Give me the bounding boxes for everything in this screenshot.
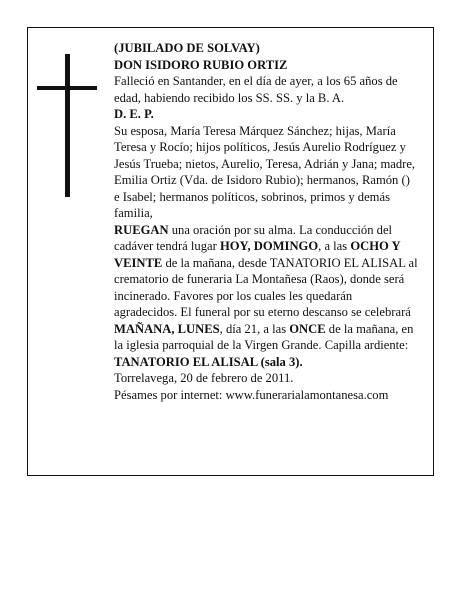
deceased-name: DON ISIDORO RUBIO ORTIZ	[114, 57, 288, 72]
rip-line: D. E. P.	[114, 107, 154, 121]
ruegan: RUEGAN	[114, 222, 169, 237]
conduction-time: OCHO Y VEINTE	[114, 239, 401, 270]
cross-icon-bar	[37, 86, 97, 90]
place-date: Torrelavega, 20 de febrero de 2011.	[114, 371, 294, 385]
service-text: RUEGAN una oración por su alma. La conducción del cadáver tendrá lugar HOY, DOMINGO, a las OCHO Y VEINTE de la mañana, desde TANATORIO EL ALISAL al crematorio de funeraria La Montañesa (Raos), donde será incinerado. Favores por los cuales les quedarán agradecidos. El funeral por su eterno descanso se celebrará MAÑANA, LUNES, día 21, a las ONCE de la mañana, en la iglesia parroquial de la Virgen Grande. Capilla ardiente: TANATORIO EL ALISAL (sala 3).	[114, 222, 418, 369]
conduction-day: HOY, DOMINGO	[219, 239, 319, 253]
employer-line: (JUBILADO DE SOLVAY)	[114, 41, 260, 55]
funeral-time: ONCE	[289, 321, 326, 336]
condolences-line: Pésames por internet: www.funerarialamontanesa.com	[114, 387, 389, 402]
death-text: Falleció en Santander, en el día de ayer, a los 65 años de edad, habiendo recibido los SS. SS. y la B. A.	[114, 74, 398, 105]
chapel: TANATORIO EL ALISAL (sala 3).	[114, 354, 303, 369]
family-text: Su esposa, María Teresa Márquez Sánchez; hijas, María Teresa y Rocío; hijos políticos, Jesús Aurelio Rodríguez y Jesús Trueba; nietos, Aurelio, Teresa, Adrián y Jana; madre, Emilia Ortiz (Vda. de Isidoro Rubio); hermanos, Ramón () e Isabel; hermanos políticos, sobrinos, primos y demás familia,	[114, 123, 416, 220]
obituary-text	[114, 40, 418, 403]
funeral-day: MAÑANA, LUNES	[114, 321, 220, 336]
cross-icon	[65, 54, 70, 197]
